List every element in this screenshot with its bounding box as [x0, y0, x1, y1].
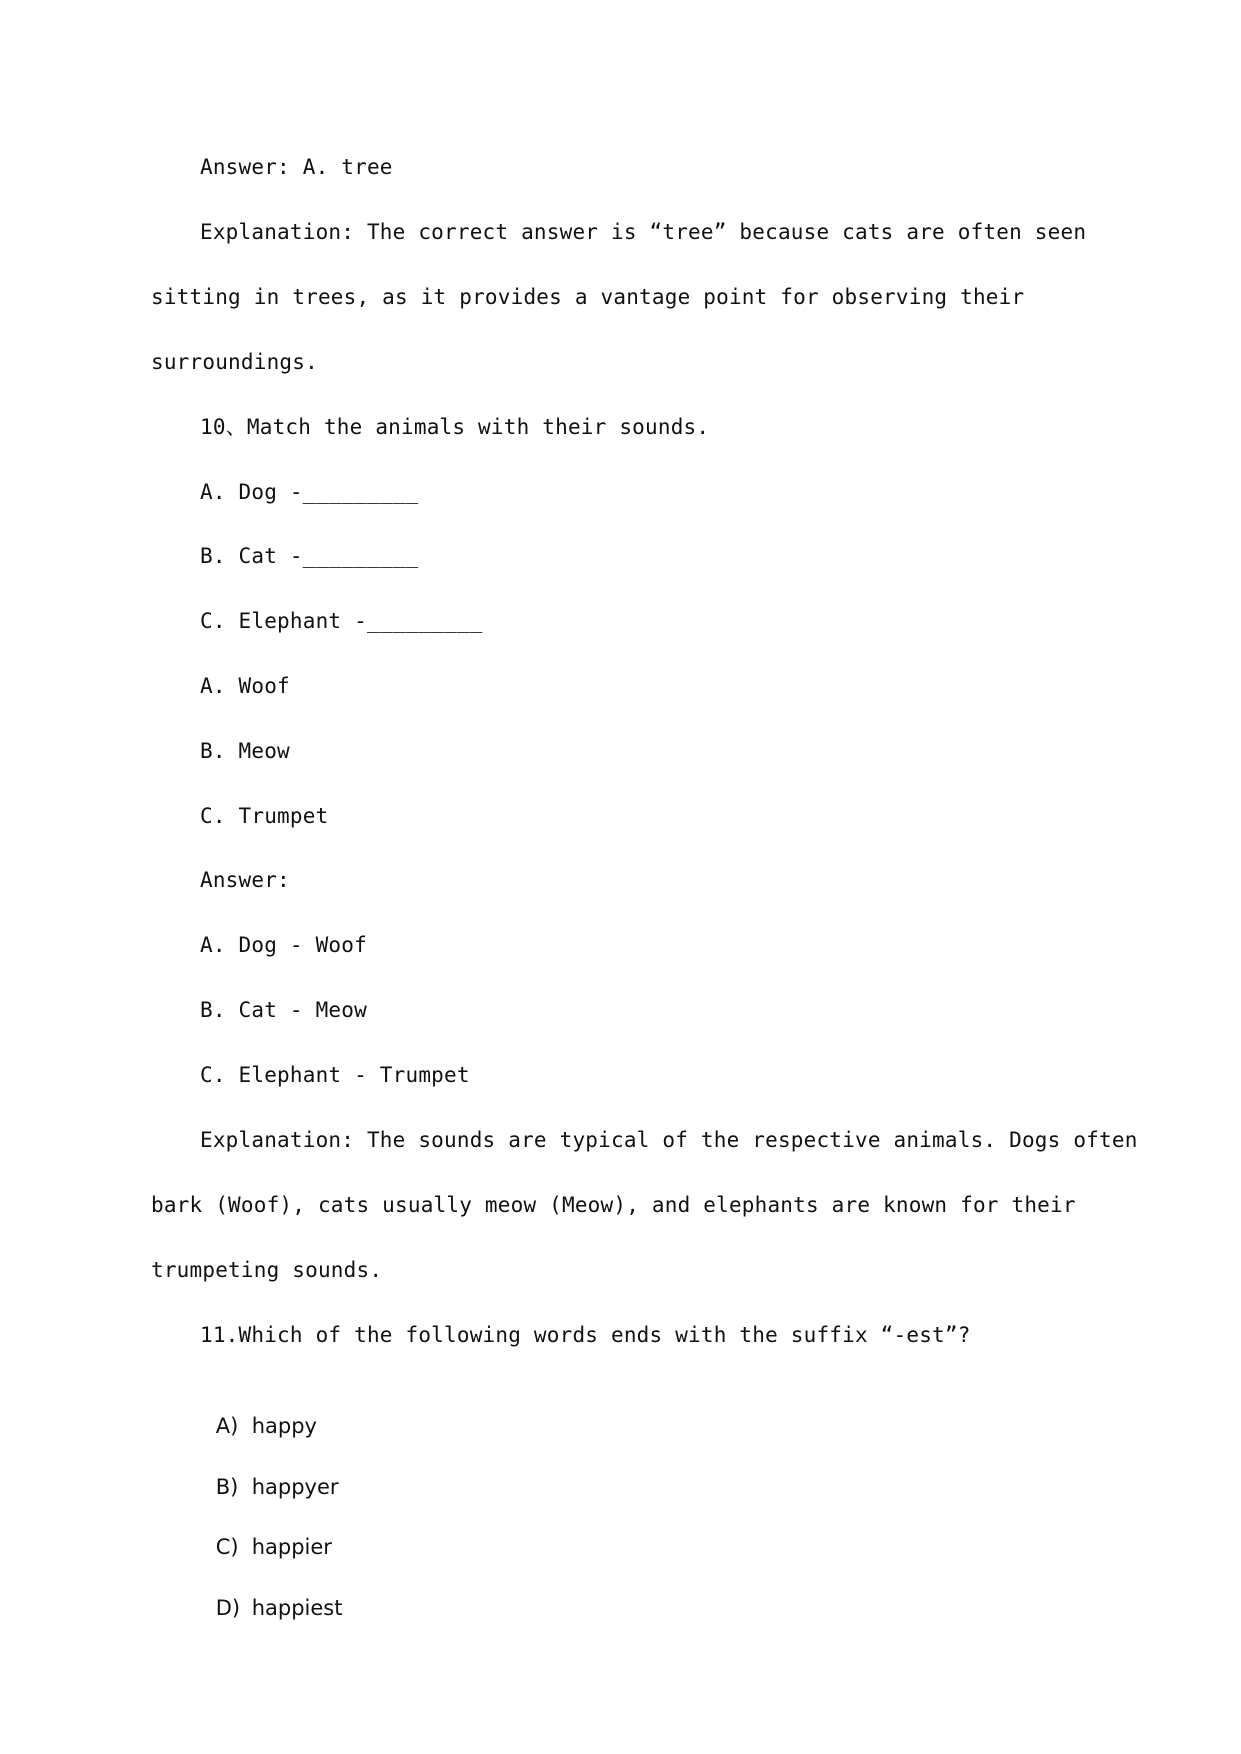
q11-option-b-text: happyer — [251, 1475, 339, 1499]
q10-item-a: A. Dog -_________ — [200, 480, 419, 504]
q10-answer-label: Answer: — [200, 868, 290, 892]
q10-sound-a: A. Woof — [200, 674, 290, 698]
q10-answer-c: C. Elephant - Trumpet — [200, 1063, 470, 1087]
q10-explanation-line-3: trumpeting sounds. — [151, 1258, 383, 1282]
q11-option-c-letter: C) — [215, 1535, 239, 1559]
q10-answer-a: A. Dog - Woof — [200, 933, 367, 957]
q10-explanation-line-2: bark (Woof), cats usually meow (Meow), and elephants are known for their — [151, 1193, 1076, 1217]
q11-option-d-letter: D) — [215, 1596, 241, 1620]
q10-item-c: C. Elephant -_________ — [200, 609, 483, 633]
q9-answer: Answer: A. tree — [200, 155, 393, 179]
q10-item-b: B. Cat -_________ — [200, 544, 419, 568]
q11-question: 11.Which of the following words ends with the suffix “-est”? — [200, 1323, 971, 1347]
q9-explanation-line-3: surroundings. — [151, 350, 318, 374]
q10-sound-b: B. Meow — [200, 739, 290, 763]
q11-option-a-text: happy — [251, 1414, 317, 1438]
q11-option-b-letter: B) — [215, 1475, 239, 1499]
q9-explanation-line-2: sitting in trees, as it provides a vantage point for observing their — [151, 285, 1025, 309]
q9-explanation-line-1: Explanation: The correct answer is “tree” because cats are often seen — [200, 220, 1087, 244]
q11-option-a-letter: A) — [215, 1414, 239, 1438]
q11-option-d — [189, 1563, 342, 1653]
q11-option-d-text: happiest — [251, 1596, 343, 1620]
q10-sound-c: C. Trumpet — [200, 804, 329, 828]
q10-answer-b: B. Cat - Meow — [200, 998, 367, 1022]
q10-explanation-line-1: Explanation: The sounds are typical of the respective animals. Dogs often — [200, 1128, 1138, 1152]
q11-option-c-text: happier — [251, 1535, 332, 1559]
q10-question: 10、Match the animals with their sounds. — [200, 415, 710, 439]
